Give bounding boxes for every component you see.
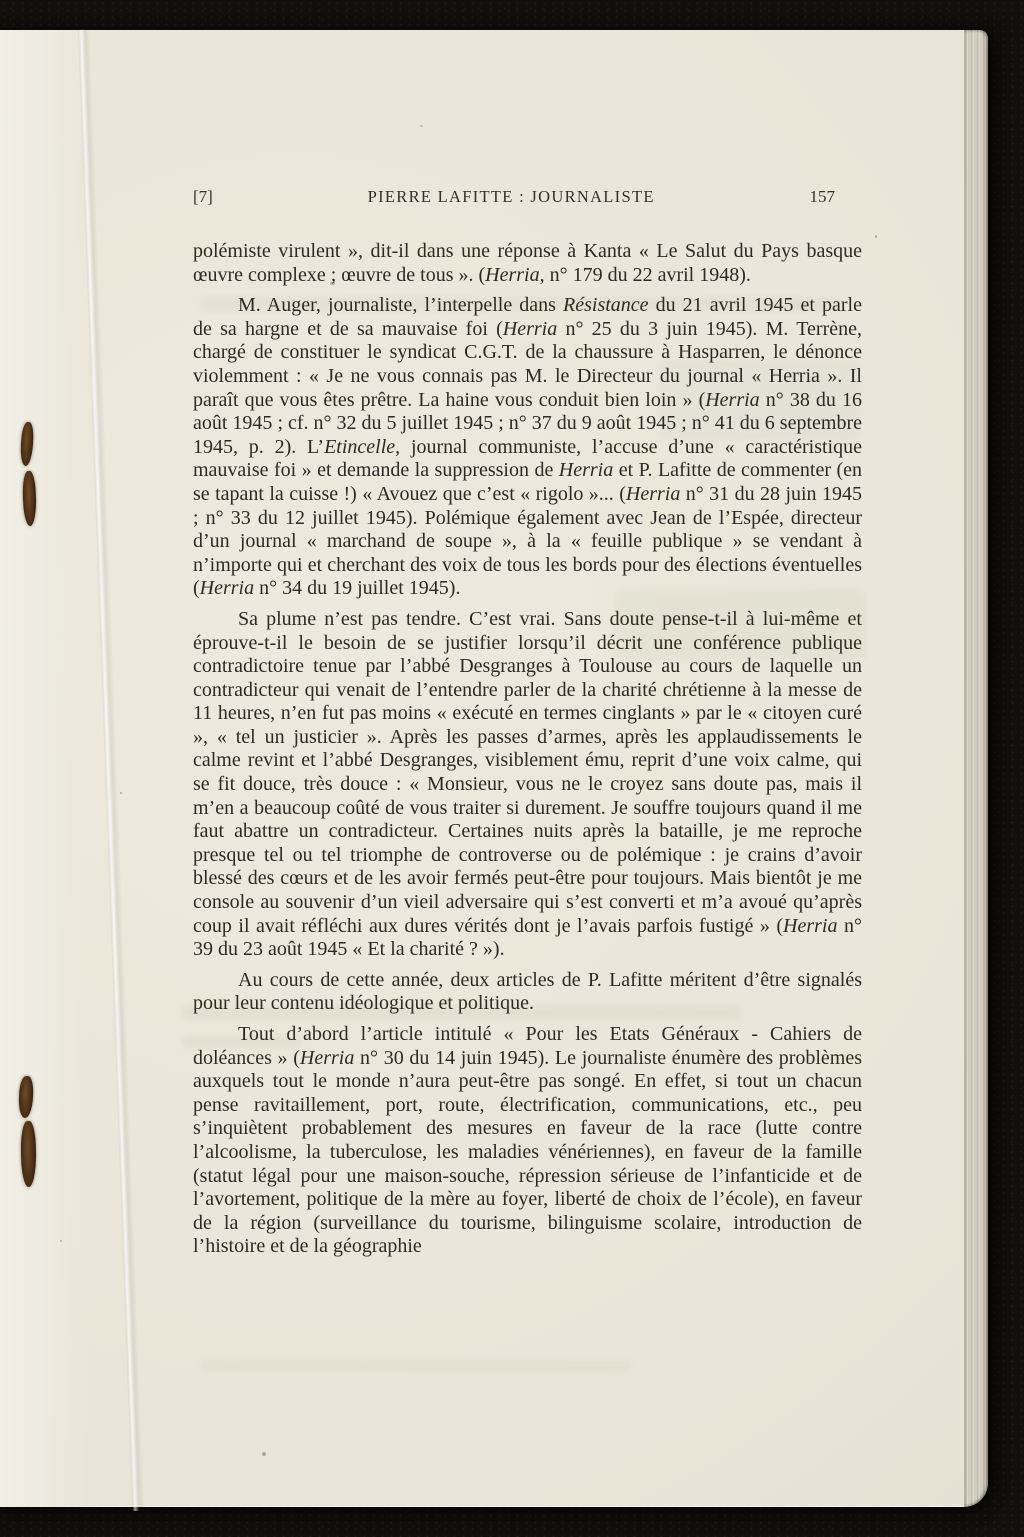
dust-speck <box>120 792 122 794</box>
dust-speck <box>420 125 423 127</box>
dust-speck <box>60 1240 62 1242</box>
paragraph: Tout d’abord l’article intitulé « Pour les Etats Généraux - Cahiers de doléances » (Herria n° 30 du 14 juin 1945). Le journaliste énumère des problèmes auxquels tout le monde n’aura peut-être pas songé. En effet, si tout un chacun pense ravitaillement, port, route, électrification, communications, etc., peu s’inquiètent probablement des mesures en faveur de la race (lutte contre l’alcoolisme, la tuberculose, les maladies vénériennes), en faveur de la famille (statut légal pour une maison-souche, répression sérieuse de l’infanticide et de l’avortement, politique de la mère au foyer, liberté de choix de l’école), en faveur de la région (surveillance du tourisme, bilinguisme scolaire, introduction de l’histoire et de la géographie <box>193 1023 863 1258</box>
page-edge-stack <box>964 30 988 1507</box>
paragraph: polémiste virulent », dit-il dans une réponse à Kanta « Le Salut du Pays basque œuvre complexe ; œuvre de tous ». (Herria, n° 179 du 22 avril 1948). <box>193 240 862 286</box>
body-text-column <box>193 240 862 1259</box>
margin-reference: [7] <box>193 187 213 206</box>
page-header <box>193 187 861 207</box>
running-title: PIERRE LAFITTE : JOURNALISTE <box>367 187 655 206</box>
book-page <box>0 30 988 1507</box>
dust-speck <box>262 1452 266 1456</box>
folio-page-number: 157 <box>809 187 835 206</box>
paragraph: M. Auger, journaliste, l’interpelle dans Résistance du 21 avril 1945 et parle de sa hargne et de sa mauvaise foi (Herria n° 25 du 3 juin 1945). M. Terrène, chargé de constituer le syndicat C.G.T. de la chaussure à Hasparren, le dénonce violemment : « Je ne vous connais pas M. le Directeur du journal « Herria ». Il paraît que vous êtes prêtre. La haine vous conduit bien loin » (Herria n° 38 du 16 août 1945 ; cf. n° 32 du 5 juillet 1945 ; n° 37 du 9 août 1945 ; n° 41 du 6 septembre 1945, p. 2). L’Etincelle, journal communiste, l’accuse d’une « caractéristique mauvaise foi » et demande la suppression de Herria et P. Lafitte de commenter (en se tapant la cuisse !) « Avouez que c’est « rigolo »... (Herria n° 31 du 28 juin 1945 ; n° 33 du 12 juillet 1945). Polémique également avec Jean de l’Espée, directeur d’un journal « marchand de soupe », à la « feuille publique » se vendant à n’importe qui et cherchant des voix de tous les bords pour des élections éventuelles (Herria n° 34 du 19 juillet 1945). <box>193 294 863 600</box>
page-gutter-shading <box>0 30 88 1507</box>
dust-speck <box>875 235 877 238</box>
paragraph: Au cours de cette année, deux articles de P. Lafitte méritent d’être signalés pour leur contenu idéologique et politique. <box>193 968 862 1015</box>
paragraph: Sa plume n’est pas tendre. C’est vrai. Sans doute pense-t-il à lui-même et éprouve-t-il le besoin de se justifier lorsqu’il décrit une conférence publique contradictoire tenue par l’abbé Desgranges à Toulouse au cours de laquelle un contradicteur qui venait de l’entendre parler de la charité chrétienne à la messe de 11 heures, n’en fut pas moins « exécuté en termes cinglants » par le « citoyen curé », « tel un justicier ». Après les passes d’armes, après les applaudissements le calme revint et l’abbé Desgranges, visiblement ému, reprit d’une voix calme, qui se fit douce, très douce : « Monsieur, vous ne le croyez sans doute pas, mais il m’en a beaucoup coûté de vous traiter si durement. Je souffre toujours quand il me faut abattre un contradicteur. Certaines nuits après la bataille, je me reproche presque tel ou tel triomphe de controverse ou de polémique : je crains d’avoir blessé des cœurs et de les avoir fermés peut-être pour toujours. Mais bientôt je me console au souvenir d’un vieil adversaire qui s’est converti et m’a avoué qu’après coup il avait réfléchi aux dures vérités dont je l’avais parfois fustigé » (Herria n° 39 du 23 août 1945 « Et la charité ? »). <box>193 607 862 961</box>
show-through-smudge <box>200 1360 630 1371</box>
